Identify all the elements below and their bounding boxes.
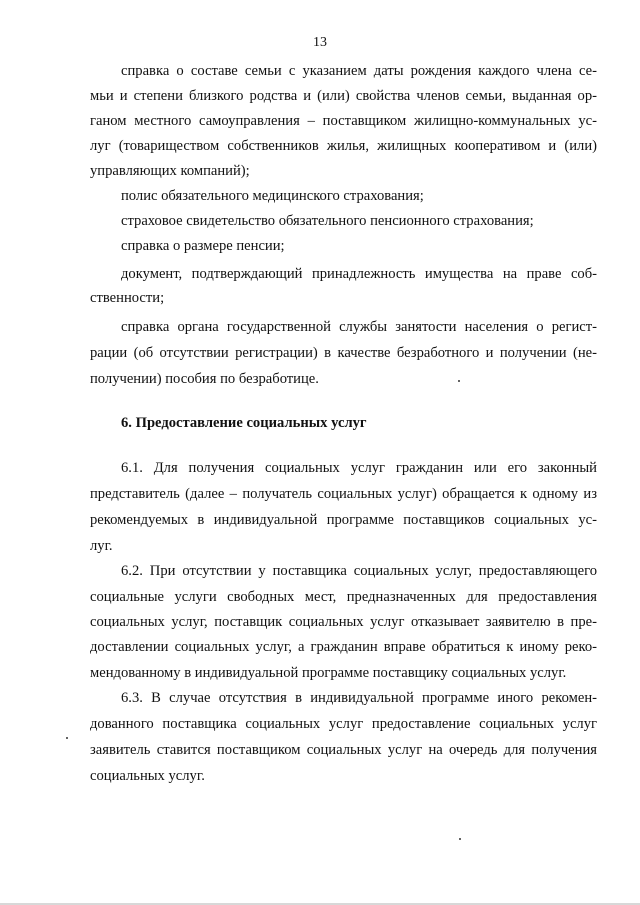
text-line: полис обязательного медицинского страхования; [121,188,424,204]
text-line: справка о составе семьи с указанием даты рождения каждого члена се- [121,63,597,79]
text-line: управляющих компаний); [90,163,250,179]
text-line: справка о размере пенсии; [121,238,285,254]
text-line: заявитель ставится поставщиком социальных услуг на очередь для получения [90,742,597,758]
text-line: луг. [90,538,113,554]
text-line: 6.1. Для получения социальных услуг гражданин или его законный [121,460,597,476]
text-line: мьи и степени близкого родства и (или) свойства членов семьи, выданная ор- [90,88,597,104]
text-line: доставлении социальных услуг, а гражданин вправе обратиться к иному реко- [90,639,597,655]
text-line: социальные услуги свободных мест, предназначенных для предоставления [90,589,597,605]
text-line: 6.3. В случае отсутствия в индивидуальной программе иного рекомен- [121,690,597,706]
text-line: документ, подтверждающий принадлежность имущества на праве соб- [121,266,597,282]
page-number: 13 [313,35,327,50]
text-line: социальных услуг, поставщик социальных услуг отказывает заявителю в пре- [90,614,597,630]
text-line: социальных услуг. [90,768,205,784]
scan-speck [66,737,68,739]
scan-speck [459,838,461,840]
text-line: представитель (далее – получатель социальных услуг) обращается к одному из [90,486,597,502]
text-line: получении) пособия по безработице. [90,371,319,387]
text-line: ганом местного самоуправления – поставщиком жилищно-коммунальных ус- [90,113,597,129]
section-heading: 6. Предоставление социальных услуг [121,415,367,431]
text-line: ственности; [90,290,165,306]
text-line: дованного поставщика социальных услуг предоставление социальных услуг [90,716,597,732]
text-line: страховое свидетельство обязательного пенсионного страхования; [121,213,534,229]
text-line: мендованному в индивидуальной программе поставщику социальных услуг. [90,665,567,681]
text-line: рекомендуемых в индивидуальной программе поставщиков социальных ус- [90,512,597,528]
text-line: рации (об отсутствии регистрации) в качестве безработного и получении (не- [90,345,597,361]
scan-speck [458,380,460,382]
text-line: 6.2. При отсутствии у поставщика социальных услуг, предоставляющего [121,563,597,579]
text-line: луг (товариществом собственников жилья, жилищных кооперативом и (или) [90,138,597,154]
text-line: справка органа государственной службы занятости населения о регист- [121,319,597,335]
